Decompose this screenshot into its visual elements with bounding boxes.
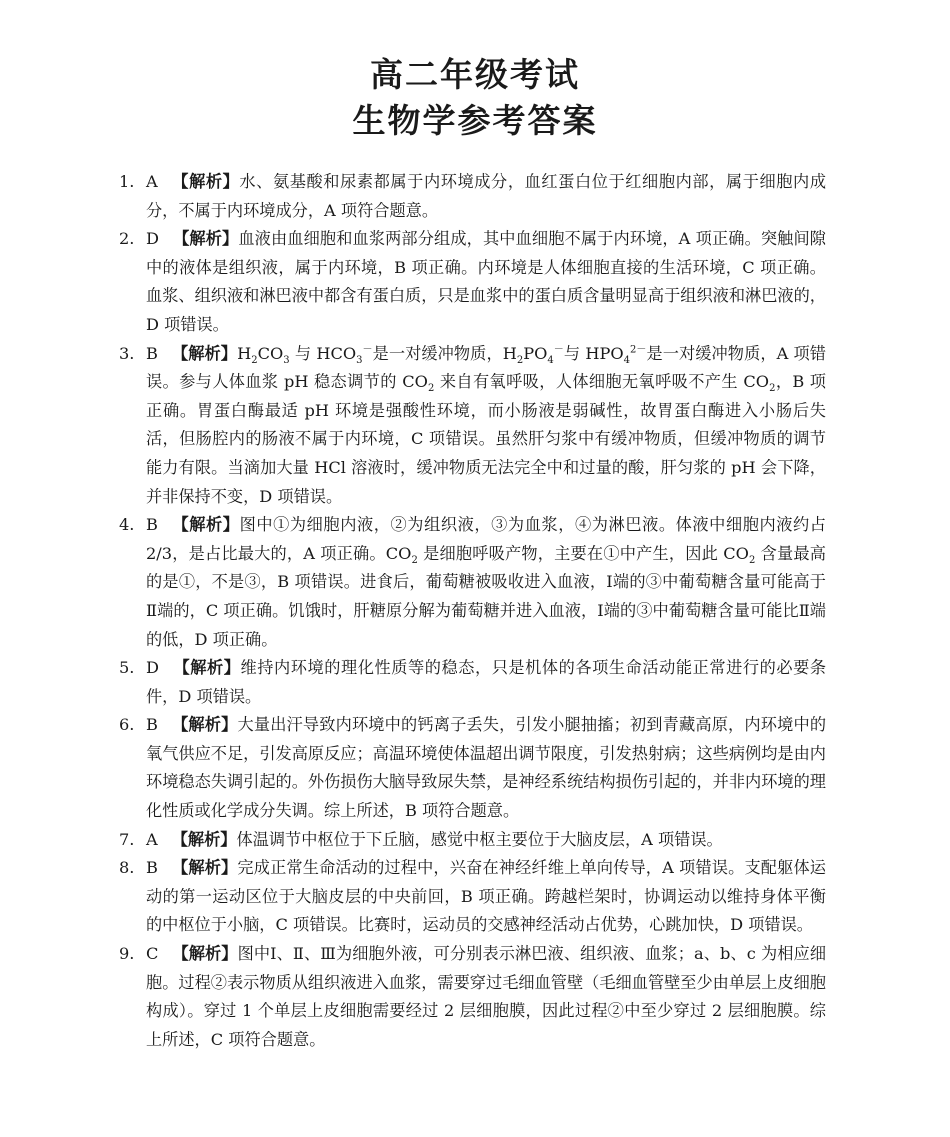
answer-choice: B <box>146 715 158 735</box>
answer-item-8 <box>119 854 826 940</box>
answer-list <box>119 168 827 1054</box>
question-number: 6. <box>119 715 135 735</box>
analysis-tag: 【解析】 <box>172 229 239 249</box>
analysis-tag: 【解析】 <box>172 658 241 678</box>
explanation-text: 血液由血细胞和血浆两部分组成，其中血细胞不属于内环境，A 项正确。突触间隙中的液体是组织液，属于内环境，B 项正确。内环境是人体细胞直接的生活环境，C 项正确。血浆、组织液和淋巴液中都含有蛋白质，只是血浆中的蛋白质含量明显高于组织液和淋巴液的，D 项错误。 <box>146 229 826 334</box>
answer-item-9 <box>119 940 827 1054</box>
explanation-text: 完成正常生命活动的过程中，兴奋在神经纤维上单向传导，A 项错误。支配躯体运动的第一运动区位于大脑皮层的中央前回，B 项正确。跨越栏架时，协调运动以维持身体平衡的中枢位于小脑，C 项错误。比赛时，运动员的交感神经活动占优势，心跳加快，D 项错误。 <box>146 858 826 935</box>
explanation-text: 体温调节中枢位于下丘脑，感觉中枢主要位于大脑皮层，A 项错误。 <box>236 829 723 849</box>
question-number: 9. <box>119 944 135 964</box>
answer-choice: A <box>146 829 158 849</box>
question-number: 4. <box>119 515 135 535</box>
answer-item-6 <box>119 711 827 825</box>
question-number: 8. <box>119 858 135 878</box>
analysis-tag: 【解析】 <box>171 172 240 191</box>
analysis-tag: 【解析】 <box>171 829 237 849</box>
question-number: 5. <box>119 658 135 678</box>
analysis-tag: 【解析】 <box>171 515 240 535</box>
answer-item-2 <box>119 225 826 339</box>
answer-choice: D <box>146 658 159 678</box>
analysis-tag: 【解析】 <box>172 944 238 964</box>
document-header <box>0 52 950 144</box>
question-number: 2. <box>119 229 135 249</box>
explanation-text: 大量出汗导致内环境中的钙离子丢失，引发小腿抽搐；初到青藏高原，内环境中的氧气供应不足，引发高原反应；高温环境使体温超出调节限度，引发热射病；这些病例均是由内环境稳态失调引起的。外伤损伤大脑导致尿失禁，是神经系统结构损伤引起的，并非内环境的理化性质或化学成分失调。综上所述，B 项符合题意。 <box>146 715 827 821</box>
question-number: 7. <box>119 829 135 849</box>
analysis-tag: 【解析】 <box>171 343 238 363</box>
answer-choice: C <box>146 944 159 964</box>
answer-item-7 <box>119 826 826 855</box>
explanation-text: $H_2CO_3$ 与 $HCO_3^-$是一对缓冲物质，$H_2PO_4^-$与 $HPO_4^{2-}$是一对缓冲物质，A 项错误。参与人体血浆 pH 稳态调节的 $CO_2$ 来自有氧呼吸，人体细胞无氧呼吸不产生 $CO_2$，B 项正确。胃蛋白酶最适 pH 环境是强酸性环境，而小肠液是弱碱性，故胃蛋白酶进入小肠后失活，但肠腔内的肠液不属于内环境，C 项错误。虽然肝匀浆中有缓冲物质，但缓冲物质的调节能力有限。当滴加大量 HCl 溶液时，缓冲物质无法完全中和过量的酸，肝匀浆的 pH 会下降，并非保持不变，D 项错误。 <box>146 343 826 506</box>
question-number: 3. <box>119 343 135 363</box>
answer-choice: B <box>146 343 158 363</box>
analysis-tag: 【解析】 <box>171 858 238 878</box>
answer-item-5 <box>119 654 827 711</box>
exam-title: 高二年级考试 <box>370 55 580 94</box>
question-number: 1. <box>119 172 135 191</box>
explanation-text: 图中Ⅰ、Ⅱ、Ⅲ为细胞外液，可分别表示淋巴液、组织液、血浆；a、b、c 为相应细胞。过程②表示物质从组织液进入血浆，需要穿过毛细血管壁（毛细血管壁至少由单层上皮细胞构成）。穿过 1 个单层上皮细胞需要经过 2 层细胞膜，因此过程②中至少穿过 2 层细胞膜。综上所述，C 项符合题意。 <box>146 944 827 1049</box>
answer-choice: D <box>146 229 159 249</box>
explanation-text: 水、氨基酸和尿素都属于内环境成分，血红蛋白位于红细胞内部，属于细胞内成分，不属于内环境成分，A 项符合题意。 <box>146 172 827 220</box>
analysis-tag: 【解析】 <box>171 715 238 735</box>
answer-key-title: 生物学参考答案 <box>352 101 598 140</box>
explanation-text: 图中①为细胞内液，②为组织液，③为血浆，④为淋巴液。体液中细胞内液约占 2/3，是占比最大的，A 项正确。$CO_2$ 是细胞呼吸产物，主要在①中产生，因此 $CO_2$ 含量最高的是①，不是③，B 项错误。进食后，葡萄糖被吸收进入血液，Ⅰ端的③中葡萄糖含量可能高于Ⅱ端的，C 项正确。饥饿时，肝糖原分解为葡萄糖并进入血液，Ⅰ端的③中葡萄糖含量可能比Ⅱ端的低，D 项正确。 <box>146 515 826 649</box>
answer-item-1 <box>119 168 827 225</box>
answer-choice: A <box>146 172 158 191</box>
answer-choice: B <box>146 858 158 878</box>
explanation-text: 维持内环境的理化性质等的稳态，只是机体的各项生命活动能正常进行的必要条件，D 项错误。 <box>146 658 827 706</box>
answer-item-3 <box>119 340 826 512</box>
answer-choice: B <box>146 515 158 535</box>
answer-item-4 <box>119 511 826 654</box>
